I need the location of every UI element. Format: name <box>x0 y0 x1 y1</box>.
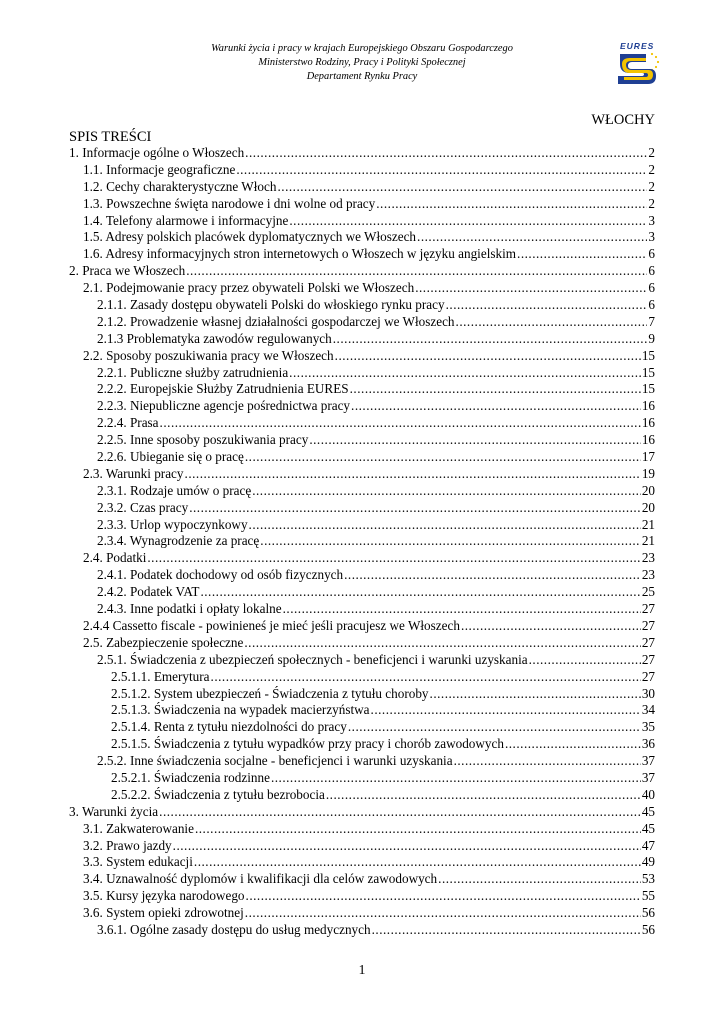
toc-leader-dots <box>236 162 647 178</box>
toc-leader-dots <box>335 348 641 364</box>
toc-entry[interactable] <box>69 550 655 567</box>
toc-entry-title: 2.5.2.2. Świadczenia z tytułu bezrobocia <box>111 786 325 802</box>
toc-entry-title: 3.6.1. Ogólne zasady dostępu do usług medycznych <box>97 921 371 937</box>
toc-entry-title: 2.3.1. Rodzaje umów o pracę <box>97 482 252 498</box>
toc-entry[interactable] <box>69 787 655 804</box>
toc-entry-page: 21 <box>641 516 655 532</box>
toc-leader-dots <box>244 635 640 651</box>
toc-entry[interactable] <box>69 804 655 821</box>
toc-entry[interactable] <box>69 905 655 922</box>
toc-leader-dots <box>344 567 641 583</box>
toc-entry-page: 37 <box>641 769 655 785</box>
toc-entry-title: 1.2. Cechy charakterystyczne Włoch <box>83 178 277 194</box>
toc-entry[interactable] <box>69 854 655 871</box>
toc-entry[interactable] <box>69 246 655 263</box>
toc-entry-page: 6 <box>648 297 655 313</box>
toc-entry[interactable] <box>69 449 655 466</box>
toc-leader-dots <box>211 669 641 685</box>
toc-entry[interactable] <box>69 517 655 534</box>
toc-entry-page: 27 <box>641 617 655 633</box>
toc-leader-dots <box>246 888 641 904</box>
toc-entry-title: 3.4. Uznawalność dyplomów i kwalifikacji dla celów zawodowych <box>83 871 438 887</box>
toc-leader-dots <box>185 466 641 482</box>
toc-entry-title: 2.3. Warunki pracy <box>83 465 184 481</box>
toc-entry-page: 15 <box>641 347 655 363</box>
toc-entry-title: 2.1.2. Prowadzenie własnej działalności gospodarczej we Włoszech <box>97 313 455 329</box>
toc-leader-dots <box>189 500 641 516</box>
header-title: Warunki życia i pracy w krajach Europejskiego Obszaru Gospodarczego <box>211 43 513 54</box>
toc-entry[interactable] <box>69 297 655 314</box>
toc-entry[interactable] <box>69 381 655 398</box>
toc-title: SPIS TREŚCI <box>69 129 152 145</box>
toc-entry-page: 55 <box>641 888 655 904</box>
toc-entry-title: 2.3.3. Urlop wypoczynkowy <box>97 516 248 532</box>
toc-entry[interactable] <box>69 635 655 652</box>
toc-entry-page: 27 <box>641 651 655 667</box>
toc-entry[interactable] <box>69 753 655 770</box>
toc-entry[interactable] <box>69 365 655 382</box>
toc-leader-dots <box>415 280 647 296</box>
toc-entry-title: 2.2.4. Prasa <box>97 415 159 431</box>
toc-entry[interactable] <box>69 179 655 196</box>
toc-entry[interactable] <box>69 533 655 550</box>
toc-entry-title: 2.1.1. Zasady dostępu obywateli Polski do włoskiego rynku pracy <box>97 297 445 313</box>
toc-entry-page: 7 <box>648 313 655 329</box>
toc-entry[interactable] <box>69 145 655 162</box>
eures-logo <box>612 40 662 92</box>
toc-entry[interactable] <box>69 567 655 584</box>
toc-entry-title: 2.2.6. Ubieganie się o pracę <box>97 449 244 465</box>
toc-entry-title: 2.5. Zabezpieczenie społeczne <box>83 634 244 650</box>
toc-entry-title: 1.6. Adresy informacyjnych stron internetowych o Włoszech w języku angielskim <box>83 246 517 262</box>
toc-entry-page: 9 <box>648 330 655 346</box>
toc-leader-dots <box>348 719 641 735</box>
toc-entry[interactable] <box>69 213 655 230</box>
toc-entry-page: 15 <box>641 364 655 380</box>
toc-entry-page: 45 <box>641 820 655 836</box>
toc-leader-dots <box>461 618 641 634</box>
toc-entry-page: 16 <box>641 398 655 414</box>
toc-entry[interactable] <box>69 686 655 703</box>
svg-text:EURES: EURES <box>620 41 655 51</box>
toc-entry-page: 23 <box>641 550 655 566</box>
toc-entry-page: 27 <box>641 601 655 617</box>
toc-leader-dots <box>186 263 647 279</box>
toc-entry-page: 6 <box>648 280 655 296</box>
toc-entry[interactable] <box>69 483 655 500</box>
toc-entry-page: 47 <box>641 837 655 853</box>
toc-entry[interactable] <box>69 196 655 213</box>
toc-entry-title: 2.5.1.2. System ubezpieczeń - Świadczenia z tytułu choroby <box>111 685 429 701</box>
toc-leader-dots <box>147 550 640 566</box>
toc-entry[interactable] <box>69 669 655 686</box>
toc-leader-dots <box>309 432 640 448</box>
toc-entry[interactable] <box>69 584 655 601</box>
toc-entry-title: 3.6. System opieki zdrowotnej <box>83 905 244 921</box>
toc-entry-title: 3.2. Prawo jazdy <box>83 837 172 853</box>
toc-leader-dots <box>351 398 641 414</box>
toc-entry-page: 23 <box>641 567 655 583</box>
toc-entry-title: 1.4. Telefony alarmowe i informacyjne <box>83 212 289 228</box>
toc-entry[interactable] <box>69 314 655 331</box>
toc-entry[interactable] <box>69 398 655 415</box>
toc-leader-dots <box>438 871 641 887</box>
toc-entry-page: 37 <box>641 753 655 769</box>
toc-entry[interactable] <box>69 229 655 246</box>
toc-entry-title: 1.5. Adresy polskich placówek dyplomatycznych we Włoszech <box>83 229 417 245</box>
toc-leader-dots <box>160 415 641 431</box>
toc-leader-dots <box>371 702 641 718</box>
toc-entry-page: 35 <box>641 719 655 735</box>
toc-entry[interactable] <box>69 888 655 905</box>
toc-leader-dots <box>252 483 641 499</box>
toc-leader-dots <box>277 179 647 195</box>
toc-entry-title: 2.2.1. Publiczne służby zatrudnienia <box>97 364 289 380</box>
toc-leader-dots <box>245 449 641 465</box>
toc-entry[interactable] <box>69 652 655 669</box>
toc-entry-page: 17 <box>641 449 655 465</box>
toc-entry-page: 16 <box>641 432 655 448</box>
toc-entry[interactable] <box>69 838 655 855</box>
toc-leader-dots <box>200 584 640 600</box>
toc-leader-dots <box>456 314 648 330</box>
toc-leader-dots <box>245 905 641 921</box>
toc-entry[interactable] <box>69 280 655 297</box>
toc-entry[interactable] <box>69 601 655 618</box>
toc-entry-title: 1. Informacje ogólne o Włoszech <box>69 145 245 160</box>
toc-entry-page: 20 <box>641 499 655 515</box>
toc-entry-title: 2.2. Sposoby poszukiwania pracy we Włoszech <box>83 347 334 363</box>
toc-leader-dots <box>333 331 648 347</box>
toc-entry-page: 19 <box>641 465 655 481</box>
toc-entry-title: 2.5.1.5. Świadczenia z tytułu wypadków przy pracy i chorób zawodowych <box>111 736 504 752</box>
toc-leader-dots <box>245 145 647 161</box>
toc-entry-title: 2.4. Podatki <box>83 550 147 566</box>
toc-entry-page: 2 <box>648 145 655 160</box>
toc-entry-title: 3.3. System edukacji <box>83 854 193 870</box>
toc-entry-page: 27 <box>641 634 655 650</box>
toc-entry-page: 6 <box>648 263 655 279</box>
toc-leader-dots <box>194 854 641 870</box>
toc-entry-page: 36 <box>641 736 655 752</box>
toc-leader-dots <box>326 787 641 803</box>
toc-entry[interactable] <box>69 466 655 483</box>
toc-entry-page: 16 <box>641 415 655 431</box>
toc-entry-title: 2.3.4. Wynagrodzenie za pracę <box>97 533 260 549</box>
toc-entry-title: 2.2.5. Inne sposoby poszukiwania pracy <box>97 432 309 448</box>
toc-entry-title: 3.5. Kursy języka narodowego <box>83 888 245 904</box>
toc-entry[interactable] <box>69 922 655 939</box>
toc-entry-page: 20 <box>641 482 655 498</box>
toc-entry-title: 2.2.3. Niepubliczne agencje pośrednictwa pracy <box>97 398 351 414</box>
page-number: 1 <box>358 963 366 978</box>
toc-entry-page: 45 <box>641 803 655 819</box>
toc-entry-title: 2.4.1. Podatek dochodowy od osób fizycznych <box>97 567 344 583</box>
toc-leader-dots <box>529 652 641 668</box>
toc-entry-title: 2.4.4 Cassetto fiscale - powinieneś je mieć jeśli pracujesz we Włoszech <box>83 617 460 633</box>
toc-entry-title: 3. Warunki życia <box>69 803 159 819</box>
toc-entry-title: 2.5.2.1. Świadczenia rodzinne <box>111 769 270 785</box>
toc-entry-page: 15 <box>641 381 655 397</box>
toc-entry[interactable] <box>69 736 655 753</box>
toc-entry-page: 2 <box>648 195 655 211</box>
toc-entry[interactable] <box>69 348 655 365</box>
toc-entry-title: 2.1. Podejmowanie pracy przez obywateli Polski we Włoszech <box>83 280 415 296</box>
toc-entry-page: 34 <box>641 702 655 718</box>
toc-entry-page: 6 <box>648 246 655 262</box>
toc-entry-title: 2.5.1.4. Renta z tytułu niezdolności do pracy <box>111 719 347 735</box>
toc-entry[interactable] <box>69 702 655 719</box>
toc-entry-title: 3.1. Zakwaterowanie <box>83 820 194 836</box>
toc-entry[interactable] <box>69 263 655 280</box>
toc-entry[interactable] <box>69 618 655 635</box>
eures-logo-graphic <box>612 40 662 92</box>
toc-entry-title: 2.5.1.3. Świadczenia na wypadek macierzyństwa <box>111 702 370 718</box>
toc-leader-dots <box>260 533 641 549</box>
toc-leader-dots <box>430 686 641 702</box>
toc-leader-dots <box>446 297 648 313</box>
toc-leader-dots <box>249 517 641 533</box>
toc-entry[interactable] <box>69 432 655 449</box>
toc-entry-page: 53 <box>641 871 655 887</box>
header-ministry: Ministerstwo Rodziny, Pracy i Polityki Społecznej <box>258 57 466 68</box>
toc-entry-page: 30 <box>641 685 655 701</box>
toc-leader-dots <box>517 246 647 262</box>
toc-entry-title: 2.5.1.1. Emerytura <box>111 668 210 684</box>
toc-leader-dots <box>454 753 641 769</box>
table-of-contents <box>69 145 655 939</box>
toc-leader-dots <box>372 922 641 938</box>
toc-entry[interactable] <box>69 770 655 787</box>
toc-entry-page: 21 <box>641 533 655 549</box>
toc-leader-dots <box>376 196 647 212</box>
toc-entry-page: 25 <box>641 584 655 600</box>
toc-entry-title: 2.5.2. Inne świadczenia socjalne - beneficjenci i warunki uzyskania <box>97 753 453 769</box>
toc-entry-title: 2.1.3 Problematyka zawodów regulowanych <box>97 330 332 346</box>
toc-leader-dots <box>195 821 641 837</box>
toc-entry-page: 2 <box>648 178 655 194</box>
toc-entry[interactable] <box>69 331 655 348</box>
toc-entry-page: 56 <box>641 905 655 921</box>
toc-entry[interactable] <box>69 415 655 432</box>
toc-entry-page: 56 <box>641 921 655 937</box>
toc-leader-dots <box>350 381 641 397</box>
toc-entry-page: 49 <box>641 854 655 870</box>
toc-entry[interactable] <box>69 162 655 179</box>
toc-leader-dots <box>271 770 641 786</box>
toc-entry[interactable] <box>69 821 655 838</box>
toc-entry[interactable] <box>69 500 655 517</box>
toc-entry-title: 2.4.3. Inne podatki i opłaty lokalne <box>97 601 282 617</box>
toc-entry-page: 3 <box>648 212 655 228</box>
toc-leader-dots <box>159 804 641 820</box>
toc-entry-title: 2. Praca we Włoszech <box>69 263 186 279</box>
toc-entry-title: 2.4.2. Podatek VAT <box>97 584 200 600</box>
toc-entry-title: 1.1. Informacje geograficzne <box>83 161 236 177</box>
toc-entry[interactable] <box>69 719 655 736</box>
toc-entry-page: 2 <box>648 161 655 177</box>
toc-entry[interactable] <box>69 871 655 888</box>
toc-entry-page: 27 <box>641 668 655 684</box>
toc-leader-dots <box>289 365 641 381</box>
toc-entry-title: 1.3. Powszechne święta narodowe i dni wolne od pracy <box>83 195 376 211</box>
header-department: Departament Rynku Pracy <box>306 71 418 82</box>
toc-leader-dots <box>505 736 641 752</box>
toc-entry-title: 2.2.2. Europejskie Służby Zatrudnienia EURES <box>97 381 349 397</box>
toc-entry-page: 3 <box>648 229 655 245</box>
toc-entry-title: 2.3.2. Czas pracy <box>97 499 189 515</box>
toc-leader-dots <box>417 229 647 245</box>
toc-leader-dots <box>173 838 641 854</box>
toc-entry-page: 40 <box>641 786 655 802</box>
toc-leader-dots <box>283 601 641 617</box>
toc-entry-title: 2.5.1. Świadczenia z ubezpieczeń społecznych - beneficjenci i warunki uzyskania <box>97 651 528 667</box>
toc-leader-dots <box>289 213 647 229</box>
country-heading: WŁOCHY <box>591 112 655 128</box>
document-header <box>100 42 624 84</box>
